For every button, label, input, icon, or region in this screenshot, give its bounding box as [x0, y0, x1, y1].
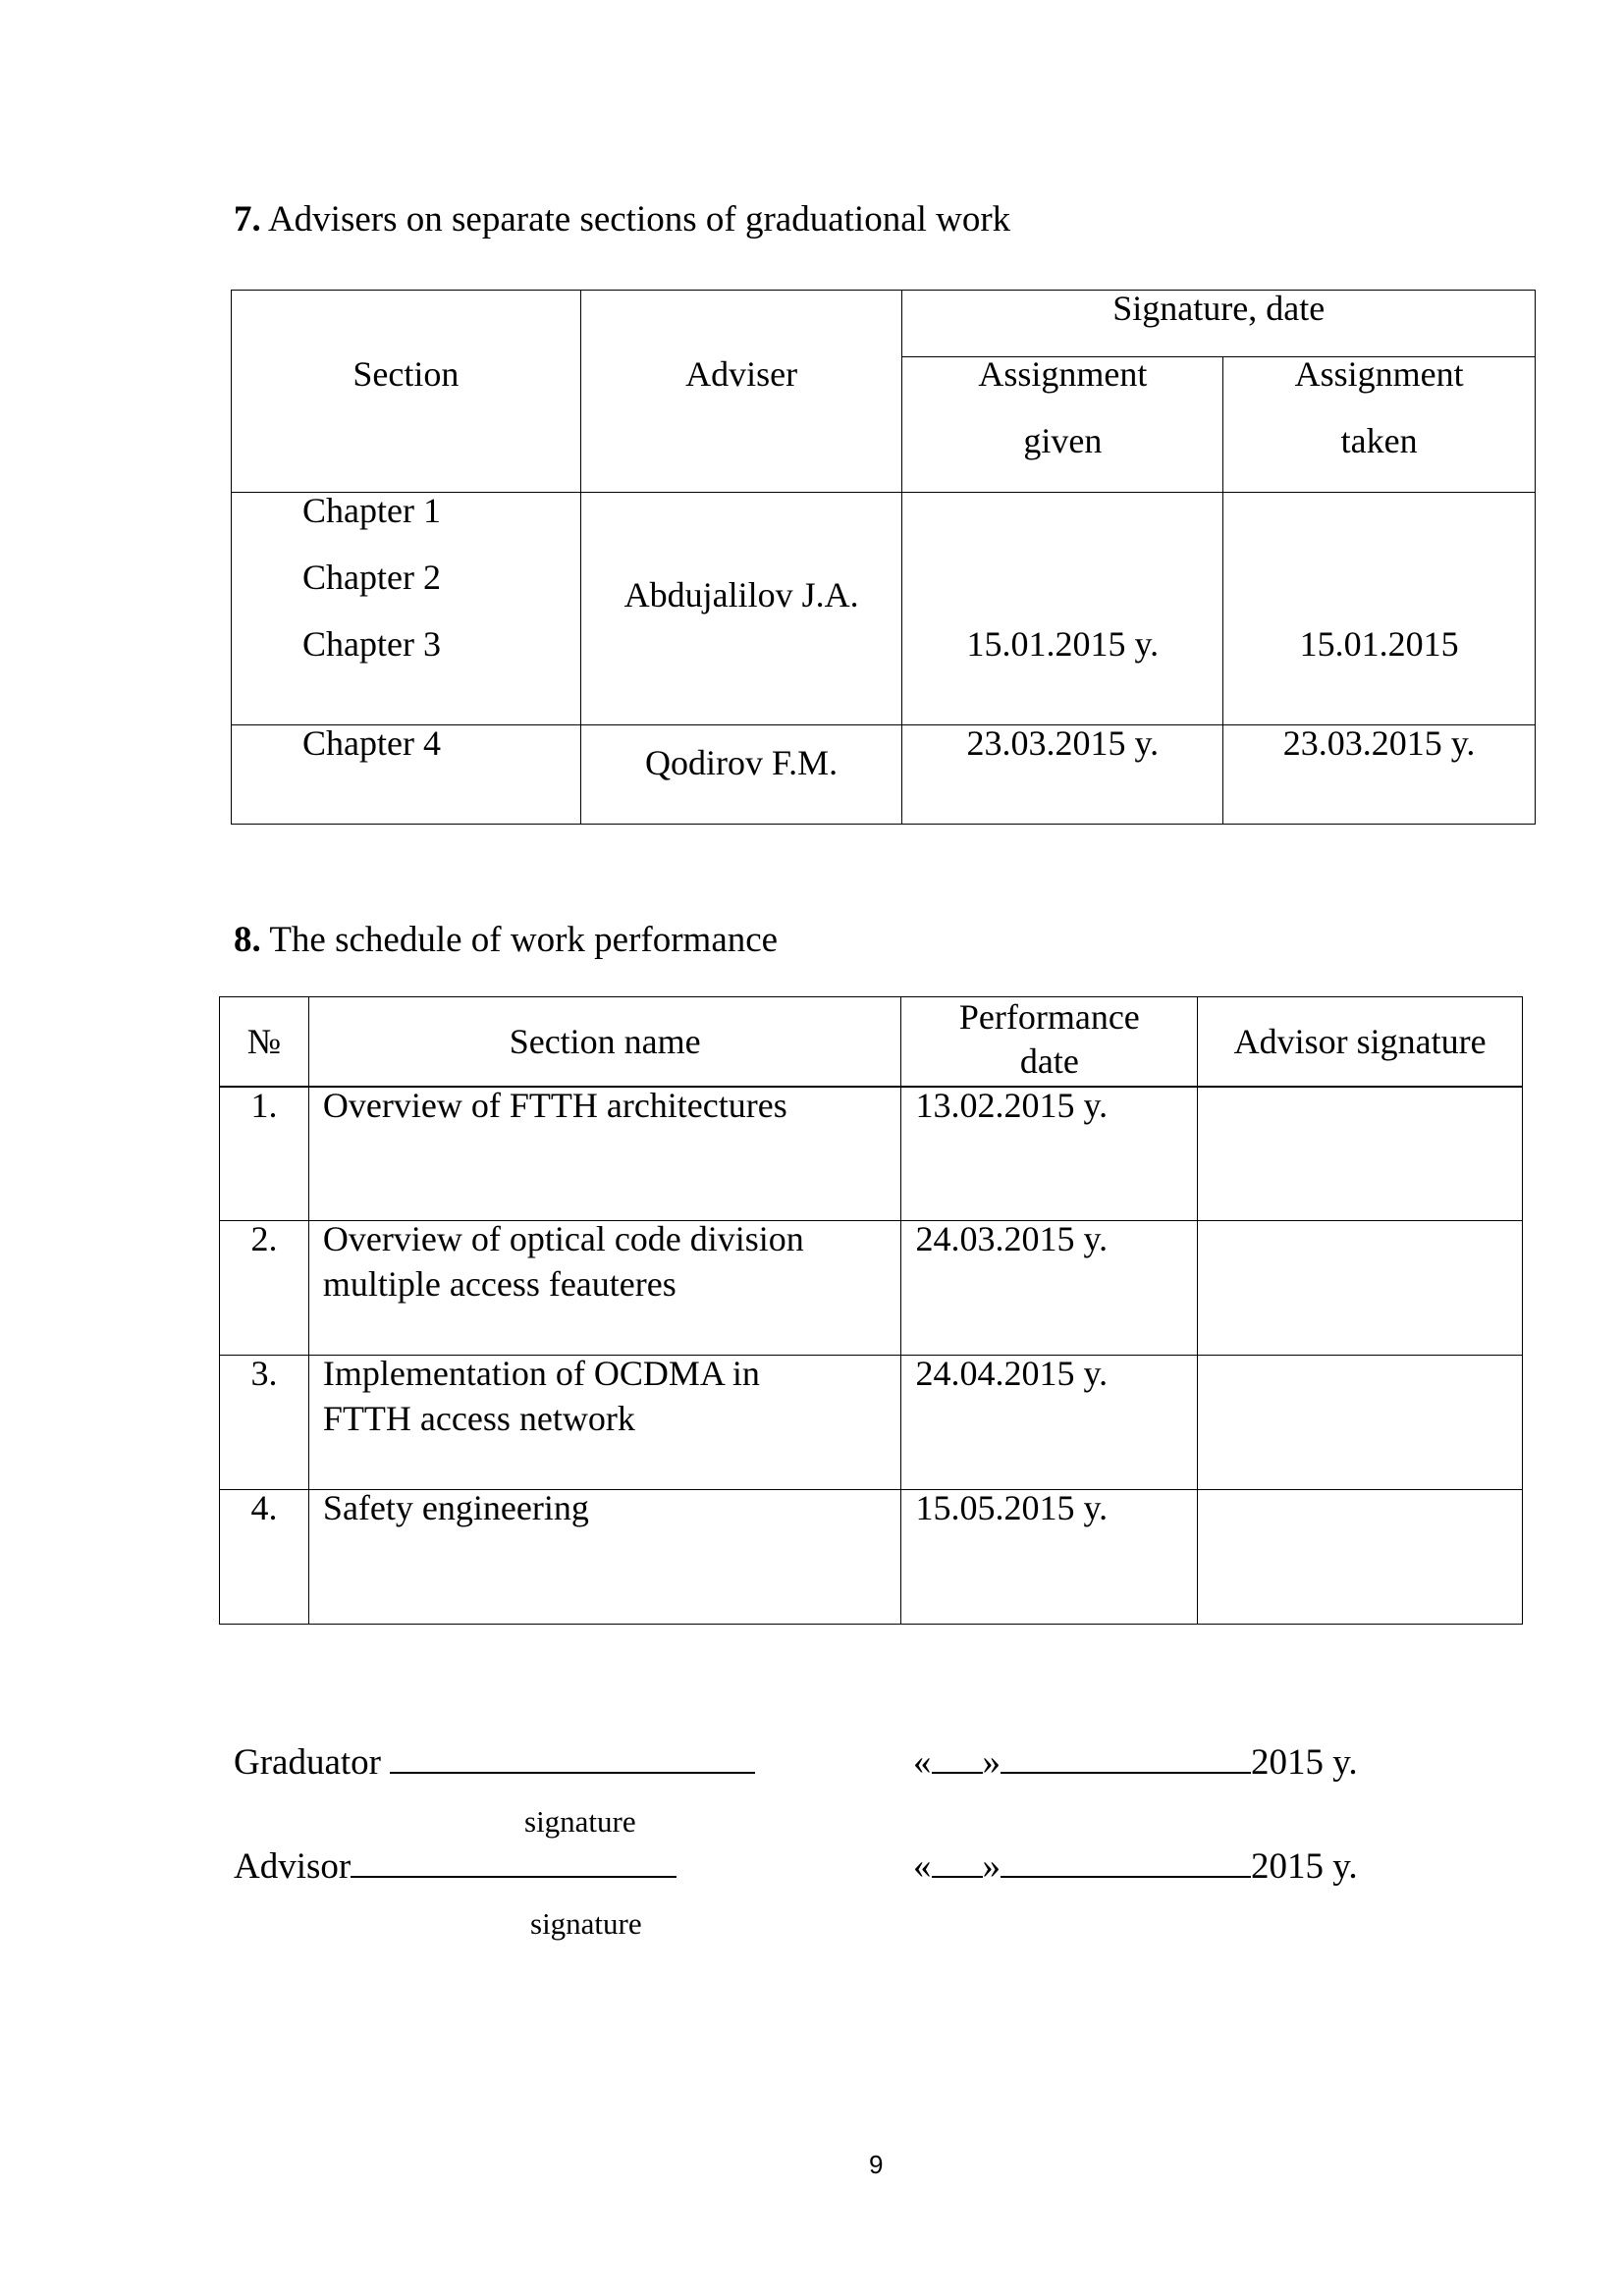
graduator-date-line: [913, 1741, 1358, 1785]
row3-name-line2: FTTH access network: [322, 1399, 635, 1438]
row3-name-line1: Implementation of OCDMA in: [322, 1354, 760, 1393]
row1-adviser: Abdujalilov J.A.: [623, 575, 859, 614]
row-num-cell: [220, 1490, 309, 1625]
header-date-line2: date: [1019, 1041, 1079, 1081]
row-signature-cell: [1198, 1087, 1523, 1221]
section-8-number: 8.: [234, 920, 261, 960]
row-date-cell: [901, 1356, 1198, 1490]
row-num-cell: [220, 1356, 309, 1490]
row1-section-1: Chapter 1: [302, 491, 441, 530]
quote-close: »: [982, 1742, 1001, 1783]
row2-given: 23.03.2015 y.: [966, 723, 1160, 763]
row3-num: 3.: [250, 1354, 278, 1393]
row1-given-cell: [902, 493, 1223, 725]
header-date-cell: [901, 997, 1198, 1087]
header-section: Section: [352, 354, 460, 394]
advisor-signature-caption: signature: [530, 1906, 642, 1941]
row1-section-3: Chapter 3: [302, 624, 441, 664]
graduator-signature-line[interactable]: [390, 1742, 755, 1774]
graduator-signature-caption: signature: [524, 1804, 636, 1839]
row-signature-cell: [1198, 1221, 1523, 1356]
header-signature: Advisor signature: [1233, 1022, 1487, 1061]
table-row: [220, 1356, 1523, 1490]
advisor-year: 2015 y.: [1251, 1846, 1358, 1887]
row1-name-line1: Overview of FTTH architectures: [322, 1085, 787, 1125]
quote-open: «: [913, 1742, 932, 1783]
header-name-cell: [308, 997, 901, 1087]
row1-section-2: Chapter 2: [302, 558, 441, 597]
graduator-year: 2015 y.: [1251, 1742, 1358, 1783]
table-row: [220, 1221, 1523, 1356]
advisor-label: Advisor: [234, 1846, 352, 1887]
table-row: [232, 725, 1536, 825]
header-adviser: Adviser: [685, 354, 798, 394]
header-given-line2: given: [1023, 421, 1103, 461]
table-row: [220, 1490, 1523, 1625]
graduator-day-line[interactable]: [932, 1742, 983, 1774]
header-taken-line2: taken: [1340, 421, 1418, 461]
section-7-heading: [234, 198, 1010, 241]
header-given-cell: [902, 354, 1223, 493]
advisor-month-line[interactable]: [1001, 1846, 1251, 1878]
row-date-cell: [901, 1221, 1198, 1356]
header-signature-cell: [1198, 997, 1523, 1087]
row1-taken-cell: [1223, 493, 1536, 725]
schedule-table: [219, 996, 1523, 1625]
advisor-signature-line[interactable]: [351, 1846, 677, 1878]
advisor-day-line[interactable]: [932, 1846, 983, 1878]
row2-taken-cell: [1223, 725, 1536, 825]
section-8-heading: [234, 919, 778, 962]
header-taken-cell: [1223, 354, 1536, 493]
row2-taken: 23.03.2015 y.: [1282, 723, 1476, 763]
row2-name-line1: Overview of optical code division: [322, 1219, 804, 1258]
row-date-cell: [901, 1490, 1198, 1625]
advisor-line: [234, 1845, 677, 1889]
quote-open: «: [913, 1846, 932, 1887]
row1-sections-cell: [232, 493, 581, 725]
row-num-cell: [220, 1087, 309, 1221]
row2-num: 2.: [250, 1219, 278, 1258]
row1-num: 1.: [250, 1085, 278, 1125]
quote-close: »: [982, 1846, 1001, 1887]
page-number: 9: [869, 2150, 884, 2179]
advisers-table: [231, 290, 1536, 825]
row2-adviser-cell: [580, 725, 902, 825]
header-num: №: [246, 1022, 282, 1061]
row-signature-cell: [1198, 1490, 1523, 1625]
header-signature-date-cell: [902, 291, 1536, 357]
row1-adviser-cell: [580, 493, 902, 725]
row2-given-cell: [902, 725, 1223, 825]
row2-sections-cell: [232, 725, 581, 825]
section-8-title: The schedule of work performance: [260, 920, 779, 960]
table-row: [220, 1087, 1523, 1221]
row4-date: 15.05.2015 y.: [915, 1488, 1109, 1527]
header-adviser-cell: [580, 291, 902, 493]
header-name: Section name: [509, 1022, 701, 1061]
row2-date: 24.03.2015 y.: [915, 1219, 1109, 1258]
row-num-cell: [220, 1221, 309, 1356]
row-signature-cell: [1198, 1356, 1523, 1490]
header-num-cell: [220, 997, 309, 1087]
section-7-number: 7.: [234, 199, 261, 240]
row4-num: 4.: [250, 1488, 278, 1527]
row-name-cell: [308, 1356, 901, 1490]
row-name-cell: [308, 1087, 901, 1221]
header-taken-line1: Assignment: [1294, 354, 1464, 395]
row-name-cell: [308, 1490, 901, 1625]
row1-given: 15.01.2015 y.: [966, 624, 1160, 664]
table-row: [232, 493, 1536, 725]
header-signature-date: Signature, date: [1112, 289, 1326, 328]
row1-date: 13.02.2015 y.: [915, 1085, 1109, 1125]
graduator-line: [234, 1741, 755, 1785]
row4-name-line1: Safety engineering: [322, 1488, 589, 1527]
row2-adviser: Qodirov F.M.: [645, 743, 839, 782]
row3-date: 24.04.2015 y.: [915, 1354, 1109, 1393]
row1-taken: 15.01.2015: [1299, 624, 1459, 664]
row-name-cell: [308, 1221, 901, 1356]
section-7-title: Advisers on separate sections of graduational work: [260, 199, 1011, 240]
header-given-line1: Assignment: [978, 354, 1148, 395]
header-date-line1: Performance: [958, 997, 1140, 1037]
row2-name-line2: multiple access feauteres: [322, 1264, 677, 1304]
row-date-cell: [901, 1087, 1198, 1221]
graduator-month-line[interactable]: [1001, 1742, 1251, 1774]
header-section-cell: [232, 291, 581, 493]
row2-section-1: Chapter 4: [302, 723, 441, 763]
advisor-date-line: [913, 1845, 1358, 1889]
graduator-label: Graduator: [234, 1742, 391, 1783]
